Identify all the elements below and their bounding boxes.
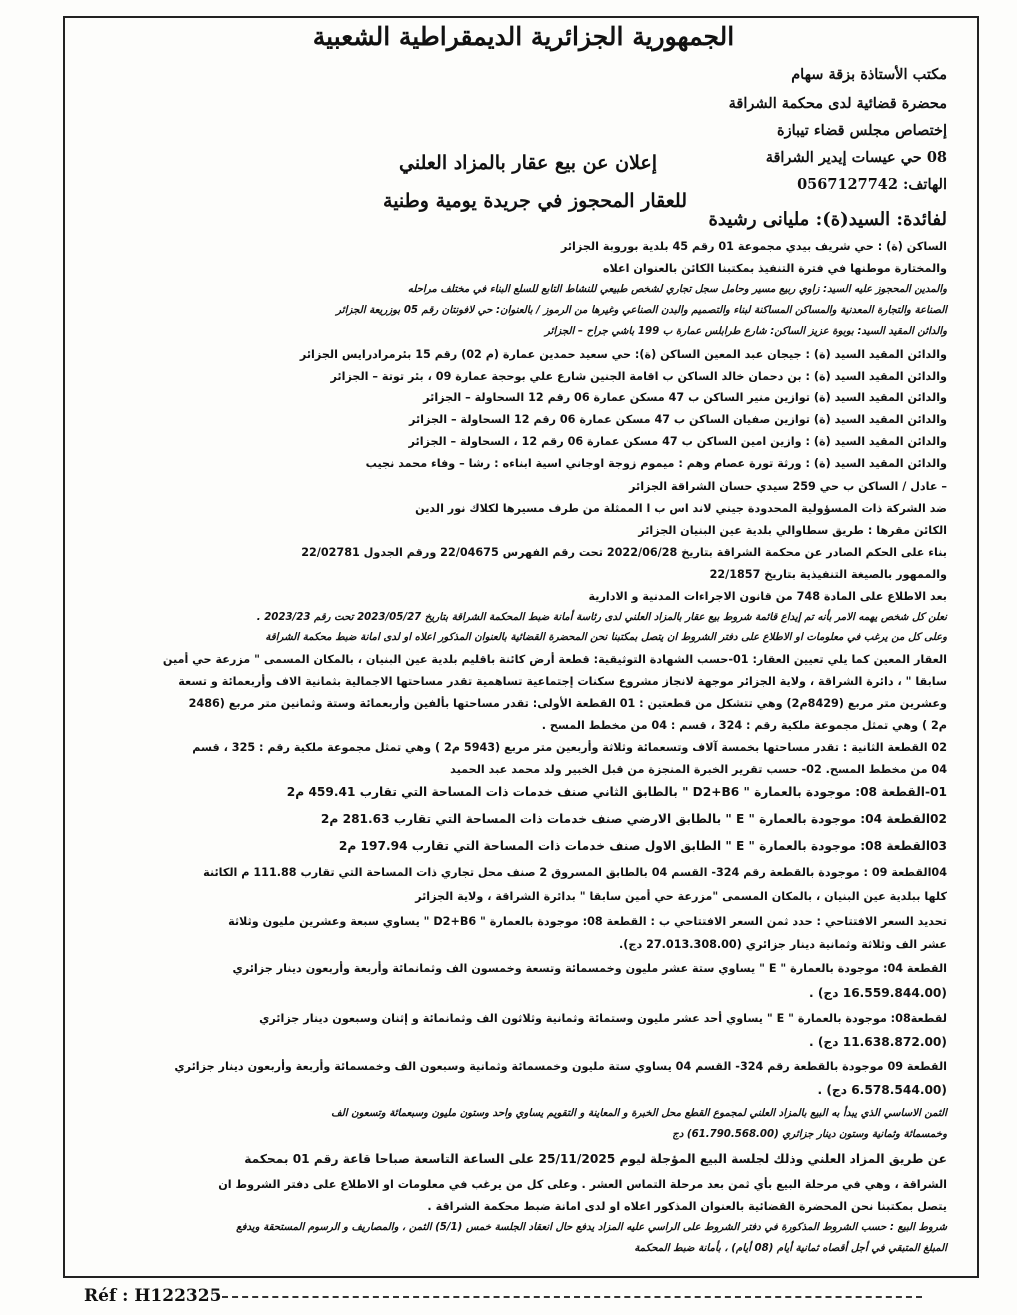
body-line: نعلن كل شخص يهمه الامر بأنه تم إيداع قائمة شروط بيع عقار بالمزاد العلني لدى رئاسة أمانة ضبط المحكمة الشراقة بتاريخ 2023/05/27 تحت رقم 2023/23 . xyxy=(256,612,947,623)
reference-divider xyxy=(222,1296,922,1298)
lot-line: 03القطعة 08: موجودة بالعمارة " E " الطابق الاول صنف خدمات ذات المساحة التي تقارب 197.94 م2 xyxy=(338,839,947,853)
price-line: القطعة 09 موجودة بالقطعة رقم 324- القسم 04 يساوي ستة مليون وخمسمائة وثمانية وسبعون الف وخمسمائة وأربعة وأربعون دينار جزائري xyxy=(174,1060,947,1073)
price-amount: (6.578.544.00 دج) . xyxy=(817,1083,947,1097)
body-line: العقار المعين كما يلي تعيين العقار: 01-حسب الشهادة التوثيقية: قطعة أرض كائنة باقليم بلدية عين البنيان ، بالمكان المسمى " مزرعة حي أمين xyxy=(162,653,947,666)
body-line: الساكن (ة) : حي شريف بيدي مجموعة 01 رقم 45 بلدية بوروبة الجزائر xyxy=(560,240,947,253)
body-line: سابقا " ، دائرة الشراقة ، ولاية الجزائر موجهة لانجاز مشروع سكنات إجتماعية تساهمية تقدر مساحتها الاجمالية بثمانية الاف وأربعمائة و تسعة xyxy=(178,675,947,688)
price-amount: (11.638.872.00 دج) . xyxy=(808,1035,947,1049)
body-line: والممهور بالصيغة التنفيذية بتاريخ 22/1857 xyxy=(709,568,947,581)
body-line: ضد الشركة ذات المسؤولية المحدودة جيني لاند اس ب ا الممثلة من طرف مسيرها لكلاك نور الدين xyxy=(415,502,947,515)
office-role: محضرة قضائية لدى محكمة الشراقة xyxy=(728,95,947,112)
recipient-line: لفائدة: السيد(ة): مليانى رشيدة xyxy=(708,209,947,230)
lot-line: 01-القطعة 08: موجودة بالعمارة " D2+B6 " بالطابق الثاني صنف خدمات ذات المساحة التي تقارب 459.41 م2 xyxy=(286,785,947,799)
body-line: وعشرين متر مربع (8429م2) وهي تتشكل من قطعتين : 01 القطعة الأولى: تقدر مساحتها بألفين وأربعمائة وستة وثمانين متر مربع (2486 xyxy=(188,697,947,710)
body-line: والدائن المقيد السيد: بوبوة عزيز الساكن: شارع طرابلس عمارة ب 199 باشي جراح – الجزائر xyxy=(544,326,947,337)
price-amount: (16.559.844.00 دج) . xyxy=(808,986,947,1000)
body-line: الشراقة ، وهي في مرحلة البيع بأي ثمن بعد مرحلة التماس العشر . وعلى كل من يرغب في معلومات او الاطلاع على دفتر الشروط ان xyxy=(218,1178,947,1191)
auction-date-line: عن طريق المزاد العلني وذلك لجلسة البيع المؤجلة ليوم 25/11/2025 على الساعة التاسعة صباحا قاعة رقم 01 بمحكمة xyxy=(244,1152,947,1166)
body-line: الكائن مقرها : طريق سطاوالي بلدية عين البنيان الجزائر xyxy=(638,524,947,537)
body-line: كلها ببلدية عين البنيان ، بالمكان المسمى "مزرعة حي أمين سابقا " بدائرة الشراقة ، ولاية الجزائر xyxy=(415,890,947,903)
sale-conditions: شروط البيع : حسب الشروط المذكورة في دفتر الشروط على الراسي عليه المزاد يدفع حال انعقاد الجلسة خمس (5/1) الثمن ، والمصاريف و الرسوم المستحقة ويدفع xyxy=(236,1222,947,1233)
announcement-title: إعلان عن بيع عقار بالمزاد العلني xyxy=(399,152,657,174)
body-line: والمدين المحجوز عليه السيد: زاوي ربيع مسير وحامل سجل تجاري لشخص طبيعي للنشاط التابع للسلع البناء في مختلف مراحله xyxy=(407,284,947,295)
body-line: يتصل بمكتبنا نحن المحضرة القضائية بالعنوان المذكور اعلاه او لدى امانة ضبط محكمة الشراقة . xyxy=(427,1200,947,1213)
price-line: لقطعة08: موجودة بالعمارة " E " يساوي أحد عشر مليون وستمائة وثمانية وثلاثون الف وثمانمائة و إثنان وسبعون دينار جزائري xyxy=(259,1012,947,1025)
body-line: والدائن المقيد السيد (ة) : بن دحمان خالد الساكن ب اقامة الجنين شارع علي بوحجة عمارة 09 ، بئر توتة – الجزائر xyxy=(330,370,947,383)
announcement-subtitle: للعقار المحجوز في جريدة يومية وطنية xyxy=(383,190,687,212)
price-line: الثمن الاساسي الذي يبدأ به البيع بالمزاد العلني لمجموع القطع محل الخبرة و المعاينة و التقويم يساوي واحد وستون مليون وسبعمائة وتسعون الف xyxy=(331,1108,947,1119)
body-line: والدائن المقيد السيد (ة) : ورثة تورة عصام وهم : ميموم زوجة اوجاني اسية ابناءه : رشا – وفاء محمد نجيب xyxy=(365,457,947,470)
body-line: والدائن المقيد السيد (ة) توازين منير الساكن ب 47 مسكن عمارة 06 رقم 12 السحاولة – الجزائر xyxy=(423,391,947,404)
price-line: تحديد السعر الافتتاحي : حدد ثمن السعر الافتتاحي ب : القطعة 08: موجودة بالعمارة " D2+B6 " يساوي سبعة وعشرين مليون وثلاثة xyxy=(228,915,947,928)
lot-line: 02القطعة 04: موجودة بالعمارة " E " بالطابق الارضي صنف خدمات ذات المساحة التي تقارب 281.63 م2 xyxy=(320,812,947,826)
body-line: والدائن المقيد السيد (ة) توازين صفيان الساكن ب 47 مسكن عمارة 06 رقم 12 السحاولة – الجزائر xyxy=(409,413,947,426)
office-name: مكتب الأستاذة بزقة سهام xyxy=(791,66,947,83)
body-line: والدائن المقيد السيد (ة) : وازين امين الساكن ب 47 مسكن عمارة 06 رقم 12 ، السحاولة – الجزائر xyxy=(408,435,947,448)
body-line: – عادل / الساكن ب حي 259 سيدي حسان الشراقة الجزائر xyxy=(629,480,947,493)
body-line: وعلى كل من يرغب في معلومات او الاطلاع على دفتر الشروط ان يتصل بمكتبنا نحن المحضرة القضائية بالعنوان المذكور اعلاه او لدى امانة ضبط محكمة الشراقة xyxy=(265,632,947,643)
sale-conditions: المبلغ المتبقي في أجل أقصاه ثمانية أيام (08 أيام) ، بأمانة ضبط المحكمة xyxy=(634,1243,947,1254)
body-line: 02 القطعة الثانية : تقدر مساحتها بخمسة آلاف وتسعمائة وثلاثة وأربعين متر مربع (5943 م2 ) وهي تمثل مجموعة ملكية رقم : 325 ، قسم xyxy=(192,741,947,754)
body-line: والدائن المقيد السيد (ة) : جيجان عبد المعين الساكن (ة): حي سعيد حمدين عمارة (م 02) رقم 15 بئرمرادرايس الجزائر xyxy=(299,348,947,361)
reference-code: Réf : H122325 xyxy=(84,1286,222,1306)
price-line: عشر الف وثلاثة وثمانية دينار جزائري (27.013.308.00 دج). xyxy=(619,938,947,951)
lot-line: 04القطعة 09 : موجودة بالقطعة رقم 324- القسم 04 بالطابق المسروق 2 صنف محل تجاري ذات المساحة التي تقارب 111.88 م الكائنة xyxy=(203,866,947,879)
body-line: م2 ) وهي تمثل مجموعة ملكية رقم : 324 ، قسم : 04 من مخطط المسح . xyxy=(541,719,947,732)
body-line: بعد الاطلاع على المادة 748 من قانون الاجراءات المدنية و الادارية xyxy=(588,590,947,603)
body-line: والمختارة موطنها في فترة التنفيذ بمكتبنا الكائن بالعنوان اعلاه xyxy=(602,262,947,275)
price-line: وخمسمائة وثمانية وستون دينار جزائري (61.790.568.00) دج xyxy=(672,1129,947,1140)
office-phone: الهاتف: 0567127742 xyxy=(797,176,947,193)
body-line: الصناعة والتجارة المعدنية والمساكن المساكنة لبناء والتصميم والبدن الصناعي وغيرها من الرموز / بالعنوان: حي لافونتان رقم 05 بوزريعة الجزائر xyxy=(336,305,947,316)
republic-title: الجمهورية الجزائرية الديمقراطية الشعبية xyxy=(312,22,735,51)
office-address: 08 حي عيسات إيدير الشراقة xyxy=(765,149,947,166)
price-line: القطعة 04: موجودة بالعمارة " E " يساوي ستة عشر مليون وخمسمائة وتسعة وخمسون الف وثمانمائة وأربعة وأربعون دينار جزائري xyxy=(232,962,947,975)
body-line: بناء على الحكم الصادر عن محكمة الشراقة بتاريخ 2022/06/28 تحت رقم الفهرس 22/04675 ورقم الجدول 22/02781 xyxy=(301,546,947,559)
office-jurisdiction: إختصاص مجلس قضاء تيبازة xyxy=(777,122,947,139)
body-line: 04 من مخطط المسح. 02- حسب تقرير الخبرة المنجزة من قبل الخبير ولد محمد عبد الحميد xyxy=(450,763,947,776)
